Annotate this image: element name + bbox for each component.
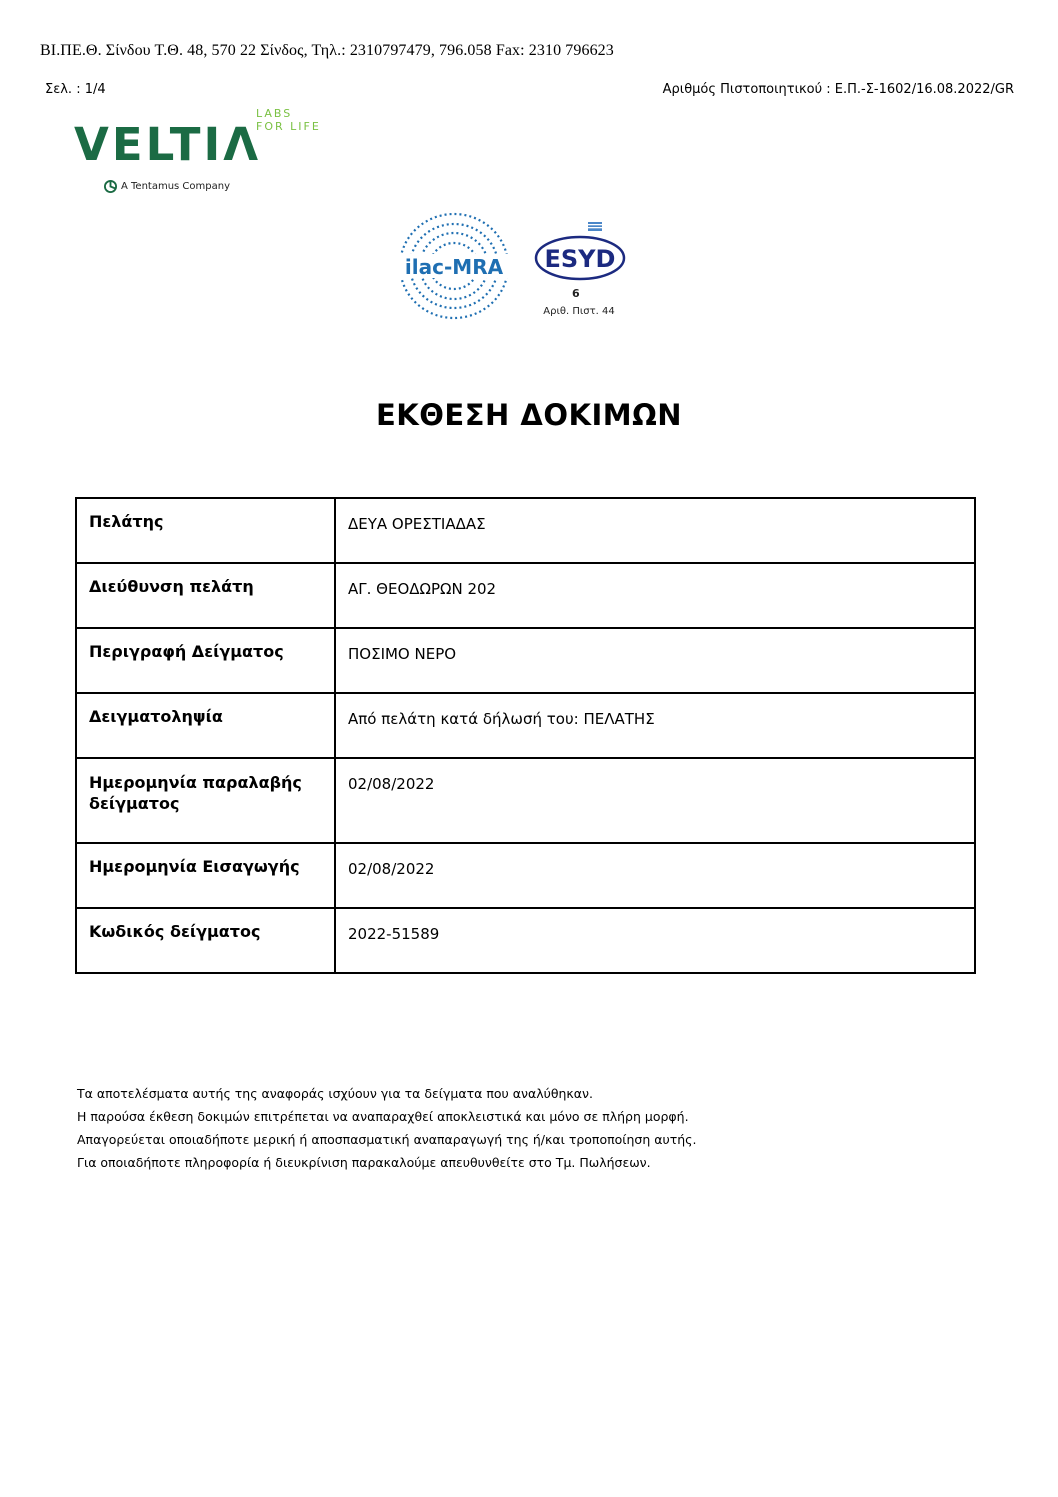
- row-label: Κωδικός δείγματος: [76, 908, 335, 973]
- table-row: [76, 498, 975, 563]
- row-value: ΑΓ. ΘΕΟΔΩΡΩΝ 202: [335, 563, 975, 628]
- row-label: Πελάτης: [76, 498, 335, 563]
- logo-tagline: [256, 107, 336, 133]
- table-row: [76, 843, 975, 908]
- logo-tagline-line-1: LABS: [256, 107, 293, 120]
- table-row: [76, 758, 975, 843]
- note-line: Απαγορεύεται οποιαδήποτε μερική ή αποσπασματική αναπαραγωγή της ή/και τροποποίηση αυτής.: [77, 1132, 697, 1147]
- table-row: [76, 693, 975, 758]
- esyd-seal: [534, 222, 626, 282]
- note-line: Η παρούσα έκθεση δοκιμών επιτρέπεται να αναπαραχθεί αποκλειστικά και μόνο σε πλήρη μορφή.: [77, 1109, 689, 1124]
- esyd-label: ESYD: [544, 245, 616, 273]
- table-row: [76, 908, 975, 973]
- table-row: [76, 563, 975, 628]
- row-label: Ημερομηνία Εισαγωγής: [76, 843, 335, 908]
- ilac-label: ilac-MRA: [404, 255, 504, 279]
- logo-subtitle: [104, 180, 230, 193]
- logo-wordmark: VELTIΛ: [74, 118, 262, 171]
- row-label: Περιγραφή Δείγματος: [76, 628, 335, 693]
- row-value: 02/08/2022: [335, 758, 975, 843]
- accreditation-marks: [396, 212, 636, 324]
- report-notes: [77, 1082, 696, 1174]
- table-row: [76, 628, 975, 693]
- row-value: ΔΕΥΑ ΟΡΕΣΤΙΑΔΑΣ: [335, 498, 975, 563]
- certificate-number: Αριθμός Πιστοποιητικού : Ε.Π.-Σ-1602/16.08.2022/GR: [662, 82, 1014, 97]
- veltia-logo: [74, 104, 334, 200]
- page-title: ΕΚΘΕΣΗ ΔΟΚΙΜΩΝ: [375, 398, 683, 432]
- logo-subtitle-text: A Tentamus Company: [121, 181, 231, 192]
- row-value: ΠΟΣΙΜΟ ΝΕΡΟ: [335, 628, 975, 693]
- row-value: 02/08/2022: [335, 843, 975, 908]
- logo-tagline-line-2: FOR LIFE: [256, 120, 321, 133]
- row-value: Από πελάτη κατά δήλωσή του: ΠΕΛΑΤΗΣ: [335, 693, 975, 758]
- esyd-number: 6: [572, 287, 580, 300]
- page-number: Σελ. : 1/4: [45, 82, 106, 97]
- row-label: Ημερομηνία παραλαβής δείγματος: [76, 758, 335, 843]
- note-line: Τα αποτελέσματα αυτής της αναφοράς ισχύουν για τα δείγματα που αναλύθηκαν.: [77, 1086, 593, 1101]
- tentamus-icon: [104, 180, 117, 193]
- row-label: Διεύθυνση πελάτη: [76, 563, 335, 628]
- esyd-certificate: Αριθ. Πιστ. 44: [543, 306, 615, 317]
- sample-info-table: [75, 497, 976, 974]
- row-value: 2022-51589: [335, 908, 975, 973]
- ilac-mra-seal: [396, 212, 514, 322]
- row-label: Δειγματοληψία: [76, 693, 335, 758]
- note-line: Για οποιαδήποτε πληροφορία ή διευκρίνιση παρακαλούμε απευθυνθείτε στο Τμ. Πωλήσεων.: [77, 1155, 651, 1170]
- lab-address: ΒΙ.ΠΕ.Θ. Σίνδου Τ.Θ. 48, 570 22 Σίνδος, Τηλ.: 2310797479, 796.058 Fax: 2310 796623: [40, 42, 614, 59]
